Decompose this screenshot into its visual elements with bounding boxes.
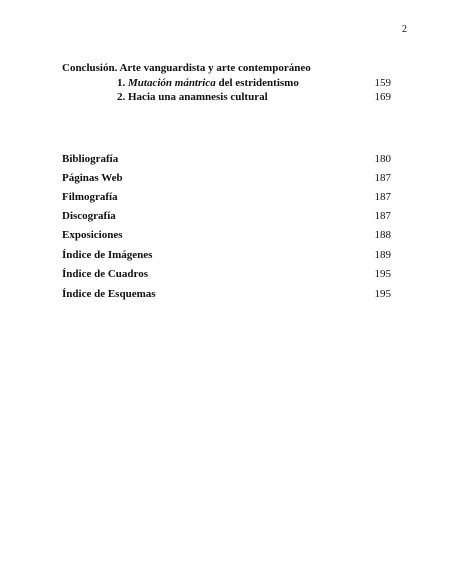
toc-entry: [0, 209, 450, 223]
entry-label: Discografía: [62, 210, 116, 222]
toc-subentry: [0, 90, 450, 104]
toc-entry: [0, 267, 450, 281]
page-number: 2: [402, 24, 407, 35]
subentry-page: 169: [374, 91, 391, 103]
subentry-label: [117, 90, 268, 104]
entry-page: 188: [374, 229, 391, 241]
entry-label: Índice de Cuadros: [62, 268, 148, 280]
entry-label: Filmografía: [62, 191, 118, 203]
entry-page: 187: [374, 172, 391, 184]
toc-entry: [0, 152, 450, 166]
entry-label: Índice de Imágenes: [62, 249, 153, 261]
entry-label: Bibliografía: [62, 153, 119, 165]
toc-entry: [0, 248, 450, 262]
toc-subentry: [0, 76, 450, 90]
toc-entry: [0, 171, 450, 185]
entry-page: 195: [374, 268, 391, 280]
subentry-title-italic: Mutación mántrica: [128, 77, 216, 89]
entry-page: 189: [374, 249, 391, 261]
subentry-label: [117, 76, 299, 90]
subentry-title: del estridentismo: [215, 77, 299, 89]
entry-page: 180: [374, 153, 391, 165]
toc-entry: [0, 287, 450, 301]
entry-page: 195: [374, 288, 391, 300]
entry-page: 187: [374, 191, 391, 203]
entry-page: 187: [374, 210, 391, 222]
subentry-title: Hacia una anamnesis cultural: [128, 91, 268, 103]
toc-conclusion-heading: [0, 61, 450, 75]
toc-entry: [0, 228, 450, 242]
toc-entry: [0, 190, 450, 204]
entry-label: Páginas Web: [62, 172, 123, 184]
subentry-page: 159: [374, 77, 391, 89]
entry-label: Índice de Esquemas: [62, 288, 156, 300]
subentry-number: 2.: [117, 91, 126, 103]
conclusion-heading-text: Conclusión. Arte vanguardista y arte contemporáneo: [62, 62, 311, 74]
entry-label: Exposiciones: [62, 229, 123, 241]
subentry-number: 1.: [117, 77, 126, 89]
